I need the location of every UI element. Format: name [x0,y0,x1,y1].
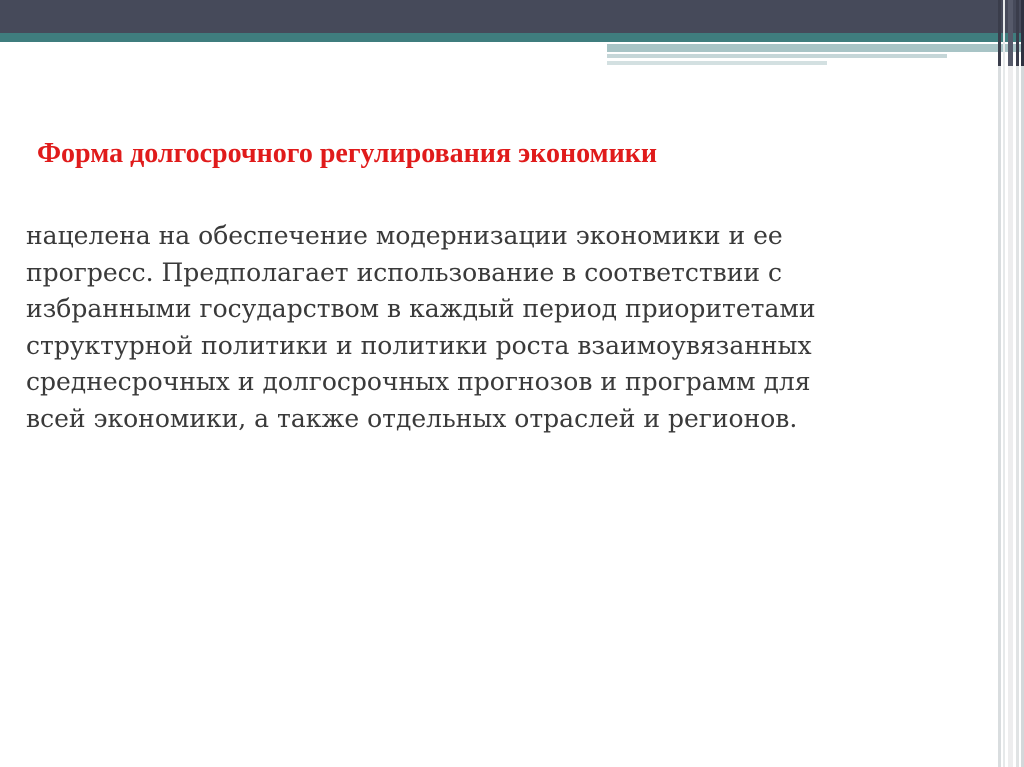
body-line: избранными государством в каждый период приоритетами [26,294,816,323]
body-line: прогресс. Предполагает использование в соответствии с [26,257,783,287]
header-bar-dark [0,0,1024,33]
side-stripe [998,0,1001,767]
header-accent-bar [607,54,947,58]
header-bar-teal [0,33,1024,42]
slide-body [26,218,986,437]
body-line: всей экономики, а также отдельных отраслей и регионов. [26,403,798,433]
slide-title: Форма долгосрочного регулирования экономики [37,138,658,169]
side-stripe [1003,0,1005,767]
side-stripe-top [998,0,1001,66]
header-accent-bar [607,44,1024,52]
header-accent-bar [607,61,827,65]
side-stripe-top [1008,0,1013,66]
body-line: нацелена на обеспечение модернизации экономики и ее [26,221,783,250]
side-stripe [1008,0,1013,767]
side-stripe-top [1016,0,1019,66]
side-stripe [1016,0,1019,767]
body-line: среднесрочных и долгосрочных прогнозов и программ для [26,367,811,396]
body-line: структурной политики и политики роста взаимоувязанных [26,330,812,360]
